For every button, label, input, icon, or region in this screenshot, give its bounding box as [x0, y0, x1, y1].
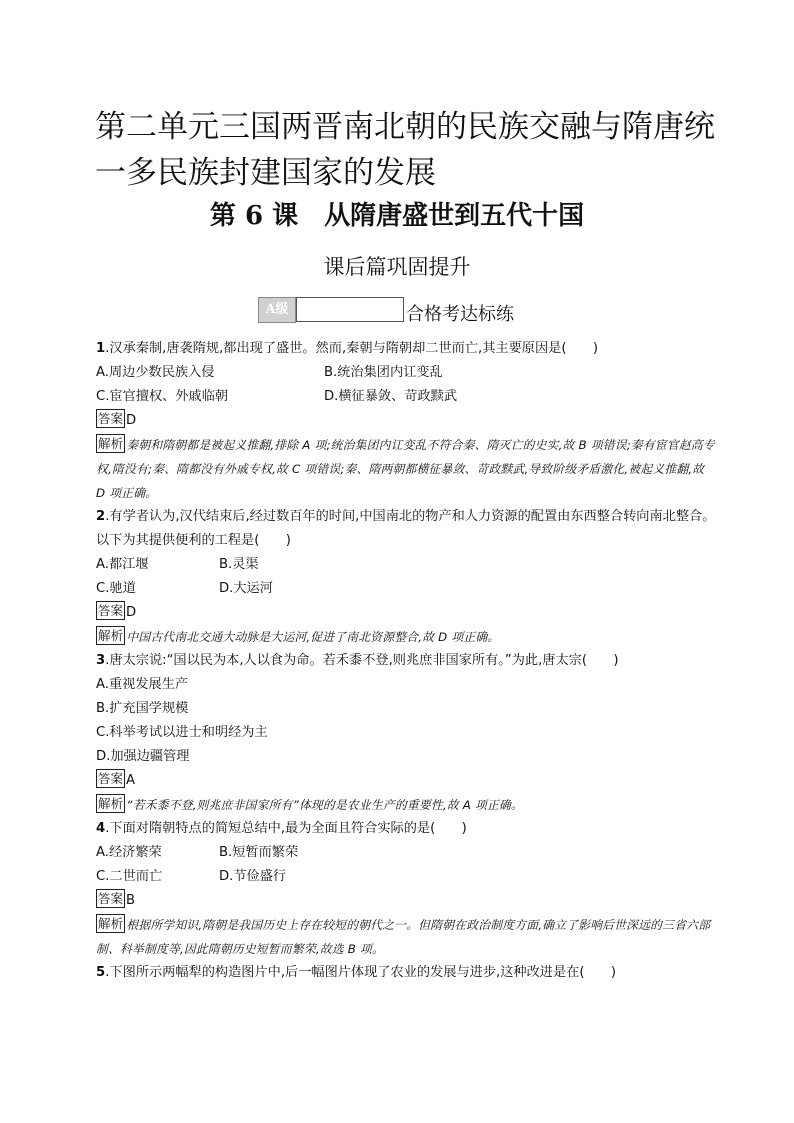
question-text: .下图所示两幅犁的构造图片中,后一幅图片体现了农业的发展与进步,这种改进是在( ) [105, 965, 616, 980]
option-d: D.大运河 [219, 581, 273, 596]
analysis [96, 433, 716, 505]
analysis [96, 913, 716, 961]
option-b: B.短暂而繁荣 [219, 845, 299, 860]
question-number: 3 [96, 653, 106, 668]
option-a: A.周边少数民族入侵 [96, 365, 215, 380]
answer-value: D [126, 605, 137, 620]
analysis-tag: 解析 [98, 436, 124, 451]
options [96, 841, 716, 889]
option-a: A.经济繁荣 [96, 845, 162, 860]
unit-title: 第二单元三国两晋南北朝的民族交融与隋唐统一多民族封建国家的发展 [95, 109, 715, 191]
options [96, 673, 716, 769]
question-list [96, 337, 716, 985]
answer-value: A [126, 773, 136, 788]
question-text: .汉承秦制,唐袭隋规,都出现了盛世。然而,秦朝与隋朝却二世而亡,其主要原因是( ) [105, 341, 598, 356]
analysis-text: 中国古代南北交通大动脉是大运河,促进了南北资源整合,故 D 项正确。 [126, 630, 500, 644]
level-text: 合格考达标练 [406, 304, 514, 325]
question-1 [96, 337, 716, 505]
question-stem [96, 505, 716, 553]
question-stem [96, 961, 716, 985]
question-number: 5 [96, 965, 106, 980]
option-d: D.节俭盛行 [219, 869, 287, 884]
answer-tag: 答案 [98, 891, 124, 906]
analysis-text: 秦朝和隋朝都是被起义推翻,排除 A 项;统治集团内讧变乱不符合秦、隋灭亡的史实,故 B 项错误;秦有宦官赵高专权,隋没有;秦、隋都没有外戚专权,故 C 项错误;秦、隋两朝都横征暴敛、苛政黩武,导致阶级矛盾激化,被起义推翻,故 D 项正确。 [96, 438, 715, 500]
question-4 [96, 817, 716, 961]
question-number: 2 [96, 509, 106, 524]
answer-value: B [126, 893, 136, 908]
question-3 [96, 649, 716, 817]
analysis-tag: 解析 [98, 796, 124, 811]
question-stem [96, 337, 716, 361]
option-d: D.加强边疆管理 [96, 749, 190, 764]
answer-tag: 答案 [98, 771, 124, 786]
answer-line [96, 769, 716, 793]
option-a: A.重视发展生产 [96, 677, 189, 692]
question-text: .下面对隋朝特点的简短总结中,最为全面且符合实际的是( ) [105, 821, 467, 836]
answer-value: D [126, 413, 137, 428]
answer-tag: 答案 [98, 603, 124, 618]
question-text: .有学者认为,汉代结束后,经过数百年的时间,中国南北的物产和人力资源的配置由东西整合转向南北整合。以下为其提供便利的工程是( ) [96, 509, 716, 548]
answer-line [96, 889, 716, 913]
section-title: 课后篇巩固提升 [323, 255, 471, 279]
answer-line [96, 601, 716, 625]
question-stem [96, 817, 716, 841]
option-b: B.灵渠 [219, 557, 259, 572]
option-b: B.扩充国学规模 [96, 701, 189, 716]
level-badge: A级 [258, 297, 296, 323]
option-d: D.横征暴敛、苛政黩武 [324, 389, 458, 404]
options [96, 361, 716, 409]
answer-line [96, 409, 716, 433]
option-c: C.科举考试以进士和明经为主 [96, 725, 268, 740]
options [96, 553, 716, 601]
option-c: C.宦官擅权、外戚临朝 [96, 389, 229, 404]
option-b: B.统治集团内讧变乱 [324, 365, 443, 380]
option-c: C.二世而亡 [96, 869, 163, 884]
option-c: C.驰道 [96, 581, 136, 596]
lesson-title: 第 6 课 从隋唐盛世到五代十国 [209, 201, 585, 231]
answer-tag: 答案 [98, 411, 124, 426]
analysis-tag: 解析 [98, 628, 124, 643]
question-number: 1 [96, 341, 106, 356]
analysis [96, 625, 716, 649]
analysis-tag: 解析 [98, 916, 124, 931]
question-5 [96, 961, 716, 985]
score-box [296, 297, 404, 322]
analysis-text: 根据所学知识,隋朝是我国历史上存在较短的朝代之一。但隋朝在政治制度方面,确立了影响后世深远的三省六部制、科举制度等,因此隋朝历史短暂而繁荣,故选 B 项。 [96, 918, 711, 956]
analysis-text: “若禾黍不登,则兆庶非国家所有”体现的是农业生产的重要性,故 A 项正确。 [126, 798, 524, 812]
question-2 [96, 505, 716, 649]
question-number: 4 [96, 821, 106, 836]
option-a: A.都江堰 [96, 557, 149, 572]
question-text: .唐太宗说:“国以民为本,人以食为命。若禾黍不登,则兆庶非国家所有。”为此,唐太宗( ) [105, 653, 619, 668]
question-stem [96, 649, 716, 673]
analysis [96, 793, 716, 817]
